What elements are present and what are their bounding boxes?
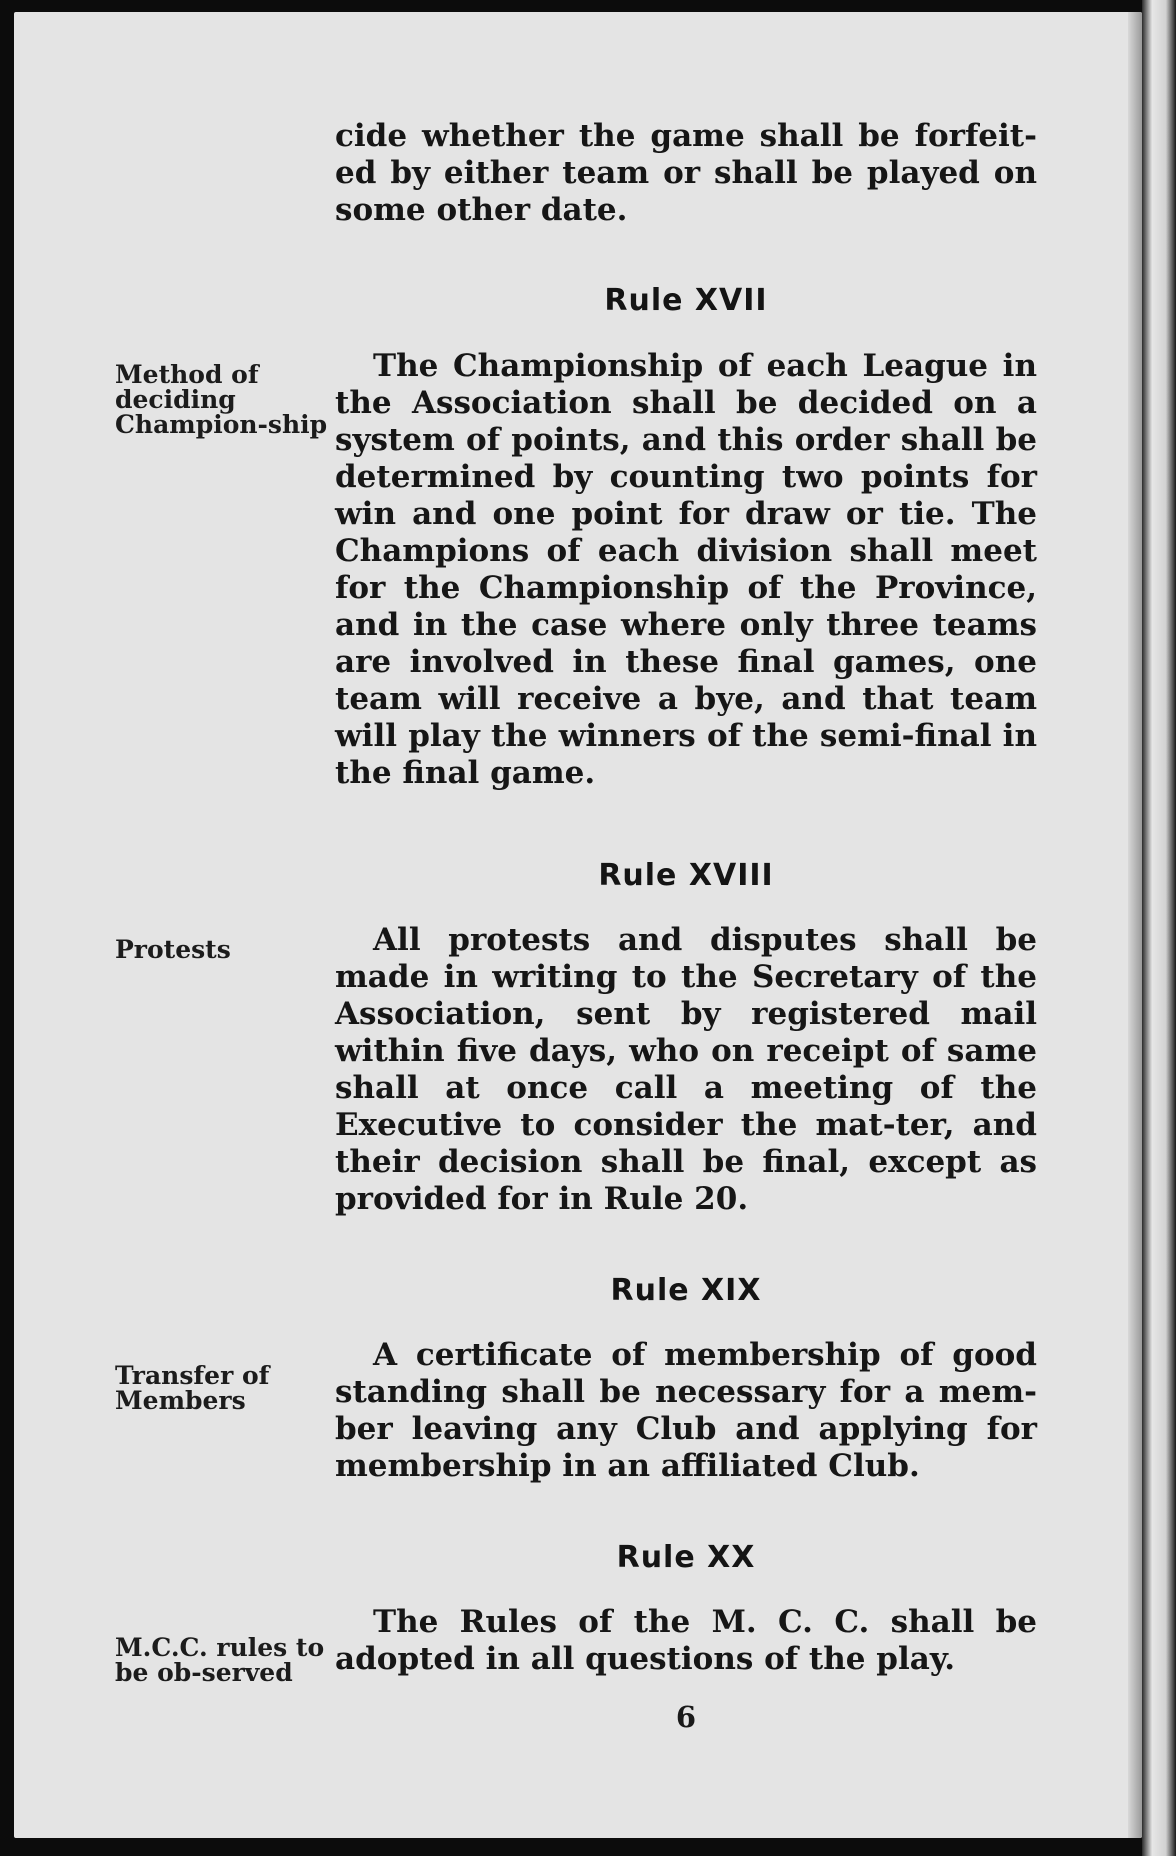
rule-xvii-margin-note: Method of deciding Champion-ship (115, 360, 328, 439)
book-spine-edge (1142, 0, 1176, 1856)
rule-xx-heading: Rule XX (616, 1540, 756, 1575)
intro-paragraph-block (335, 118, 1037, 229)
rule-xx-margin-note: M.C.C. rules to be ob-served (115, 1633, 325, 1687)
rule-xix-margin-note: Transfer of Members (115, 1361, 270, 1415)
rule-xvii-text: The Championship of each League in the Association shall be decided on a system of points, and this order shall be determined by counting two points for win and one point for draw or tie. The Champions of each division shall meet for the Championship of the Province, and in the case where only three teams are involved in these final games, one team will receive a bye, and that team will play the winners of the semi-final in the final game. (335, 348, 1037, 791)
rule-xvii-body (335, 348, 1037, 792)
page-number: 6 (675, 1700, 697, 1734)
rule-xvii-heading: Rule XVII (604, 283, 768, 318)
rule-xviii-heading: Rule XVIII (598, 858, 774, 893)
rule-xix-text: A certificate of membership of good standing shall be necessary for a mem-ber leaving any Club and applying for membership in an affiliated Club. (335, 1337, 1037, 1484)
intro-paragraph: cide whether the game shall be forfeit-ed by either team or shall be played on some other date. (335, 118, 1037, 228)
rule-xix-body (335, 1337, 1037, 1485)
rule-xviii-margin-note: Protests (115, 935, 231, 964)
rule-xviii-text: All protests and disputes shall be made in writing to the Secretary of the Association, sent by registered mail within five days, who on receipt of same shall at once call a meeting of the Executive to consider the mat-ter, and their decision shall be final, except as provided for in Rule 20. (335, 922, 1037, 1217)
rule-xix-heading: Rule XIX (610, 1273, 762, 1308)
rule-xviii-body (335, 922, 1037, 1218)
rule-xx-body (335, 1604, 1037, 1678)
rule-xx-text: The Rules of the M. C. C. shall be adopted in all questions of the play. (335, 1604, 1037, 1677)
